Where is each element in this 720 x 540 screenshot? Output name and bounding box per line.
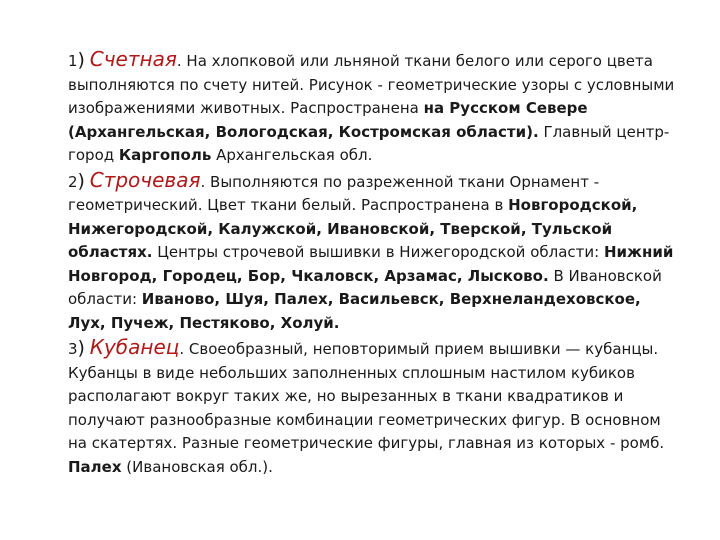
- item-segment-bold: Нижний Новгород, Городец, Бор, Чкаловск, Арзамас, Лысково.: [68, 243, 674, 285]
- item-dot: .: [179, 340, 185, 358]
- item-segment: Архангельская обл.: [211, 146, 373, 164]
- text-block: [68, 47, 678, 479]
- item-3: [68, 335, 678, 479]
- item-number: 2: [68, 172, 78, 191]
- item-segment-bold: Палех: [68, 457, 122, 476]
- item-segment: Своеобразный, неповторимый прием вышивки — кубанцы. Кубанцы в виде небольших заполненных сплошным настилом кубиков располагают вокруг таких же, но вырезанных в ткани квадратиков и получают разнообразные комбинации геометрических фигур. В основном на скатертях. Разные геометрические фигуры, главная из которых - ромб.: [68, 340, 665, 452]
- item-2: [68, 168, 678, 336]
- item-paren: ): [77, 49, 85, 71]
- item-paren: ): [77, 337, 85, 359]
- item-segment-bold: на Русском Севере (Архангельская, Вологодская, Костромская области).: [68, 99, 588, 141]
- item-segment: Центры строчевой вышивки в Нижегородской области:: [152, 243, 604, 261]
- item-number: 1: [68, 52, 78, 70]
- item-number: 3: [68, 340, 78, 358]
- item-segment: Выполняются по разреженной ткани Орнамент - геометрический. Цвет ткани белый. Распространена в: [68, 172, 600, 214]
- item-segment-bold: Иваново, Шуя, Палех, Васильевск, Верхнеландеховское, Лух, Пучеж, Пестяково, Холуй.: [68, 290, 641, 332]
- item-segment-bold: Новгородской, Нижегородской, Калужской, Ивановской, Тверской, Тульской областях.: [68, 196, 638, 261]
- item-segment: (Ивановская обл.).: [121, 457, 273, 476]
- item-segment: На хлопковой или льняной ткани белого или серого цвета выполняются по счету нитей. Рисунок - геометрические узоры с условными изображениями животных. Распространена: [68, 52, 675, 117]
- item-dot: .: [176, 52, 182, 70]
- item-1: [68, 47, 678, 168]
- item-title: Строчевая: [89, 167, 201, 192]
- item-segment-bold: Каргополь: [118, 146, 212, 164]
- item-title: Счетная: [89, 47, 177, 71]
- item-segment: Главный центр- город: [68, 122, 670, 164]
- item-title: Кубанец: [89, 335, 180, 359]
- item-paren: ): [77, 169, 85, 192]
- item-segment: В Ивановской области:: [68, 266, 662, 308]
- item-dot: .: [200, 172, 206, 191]
